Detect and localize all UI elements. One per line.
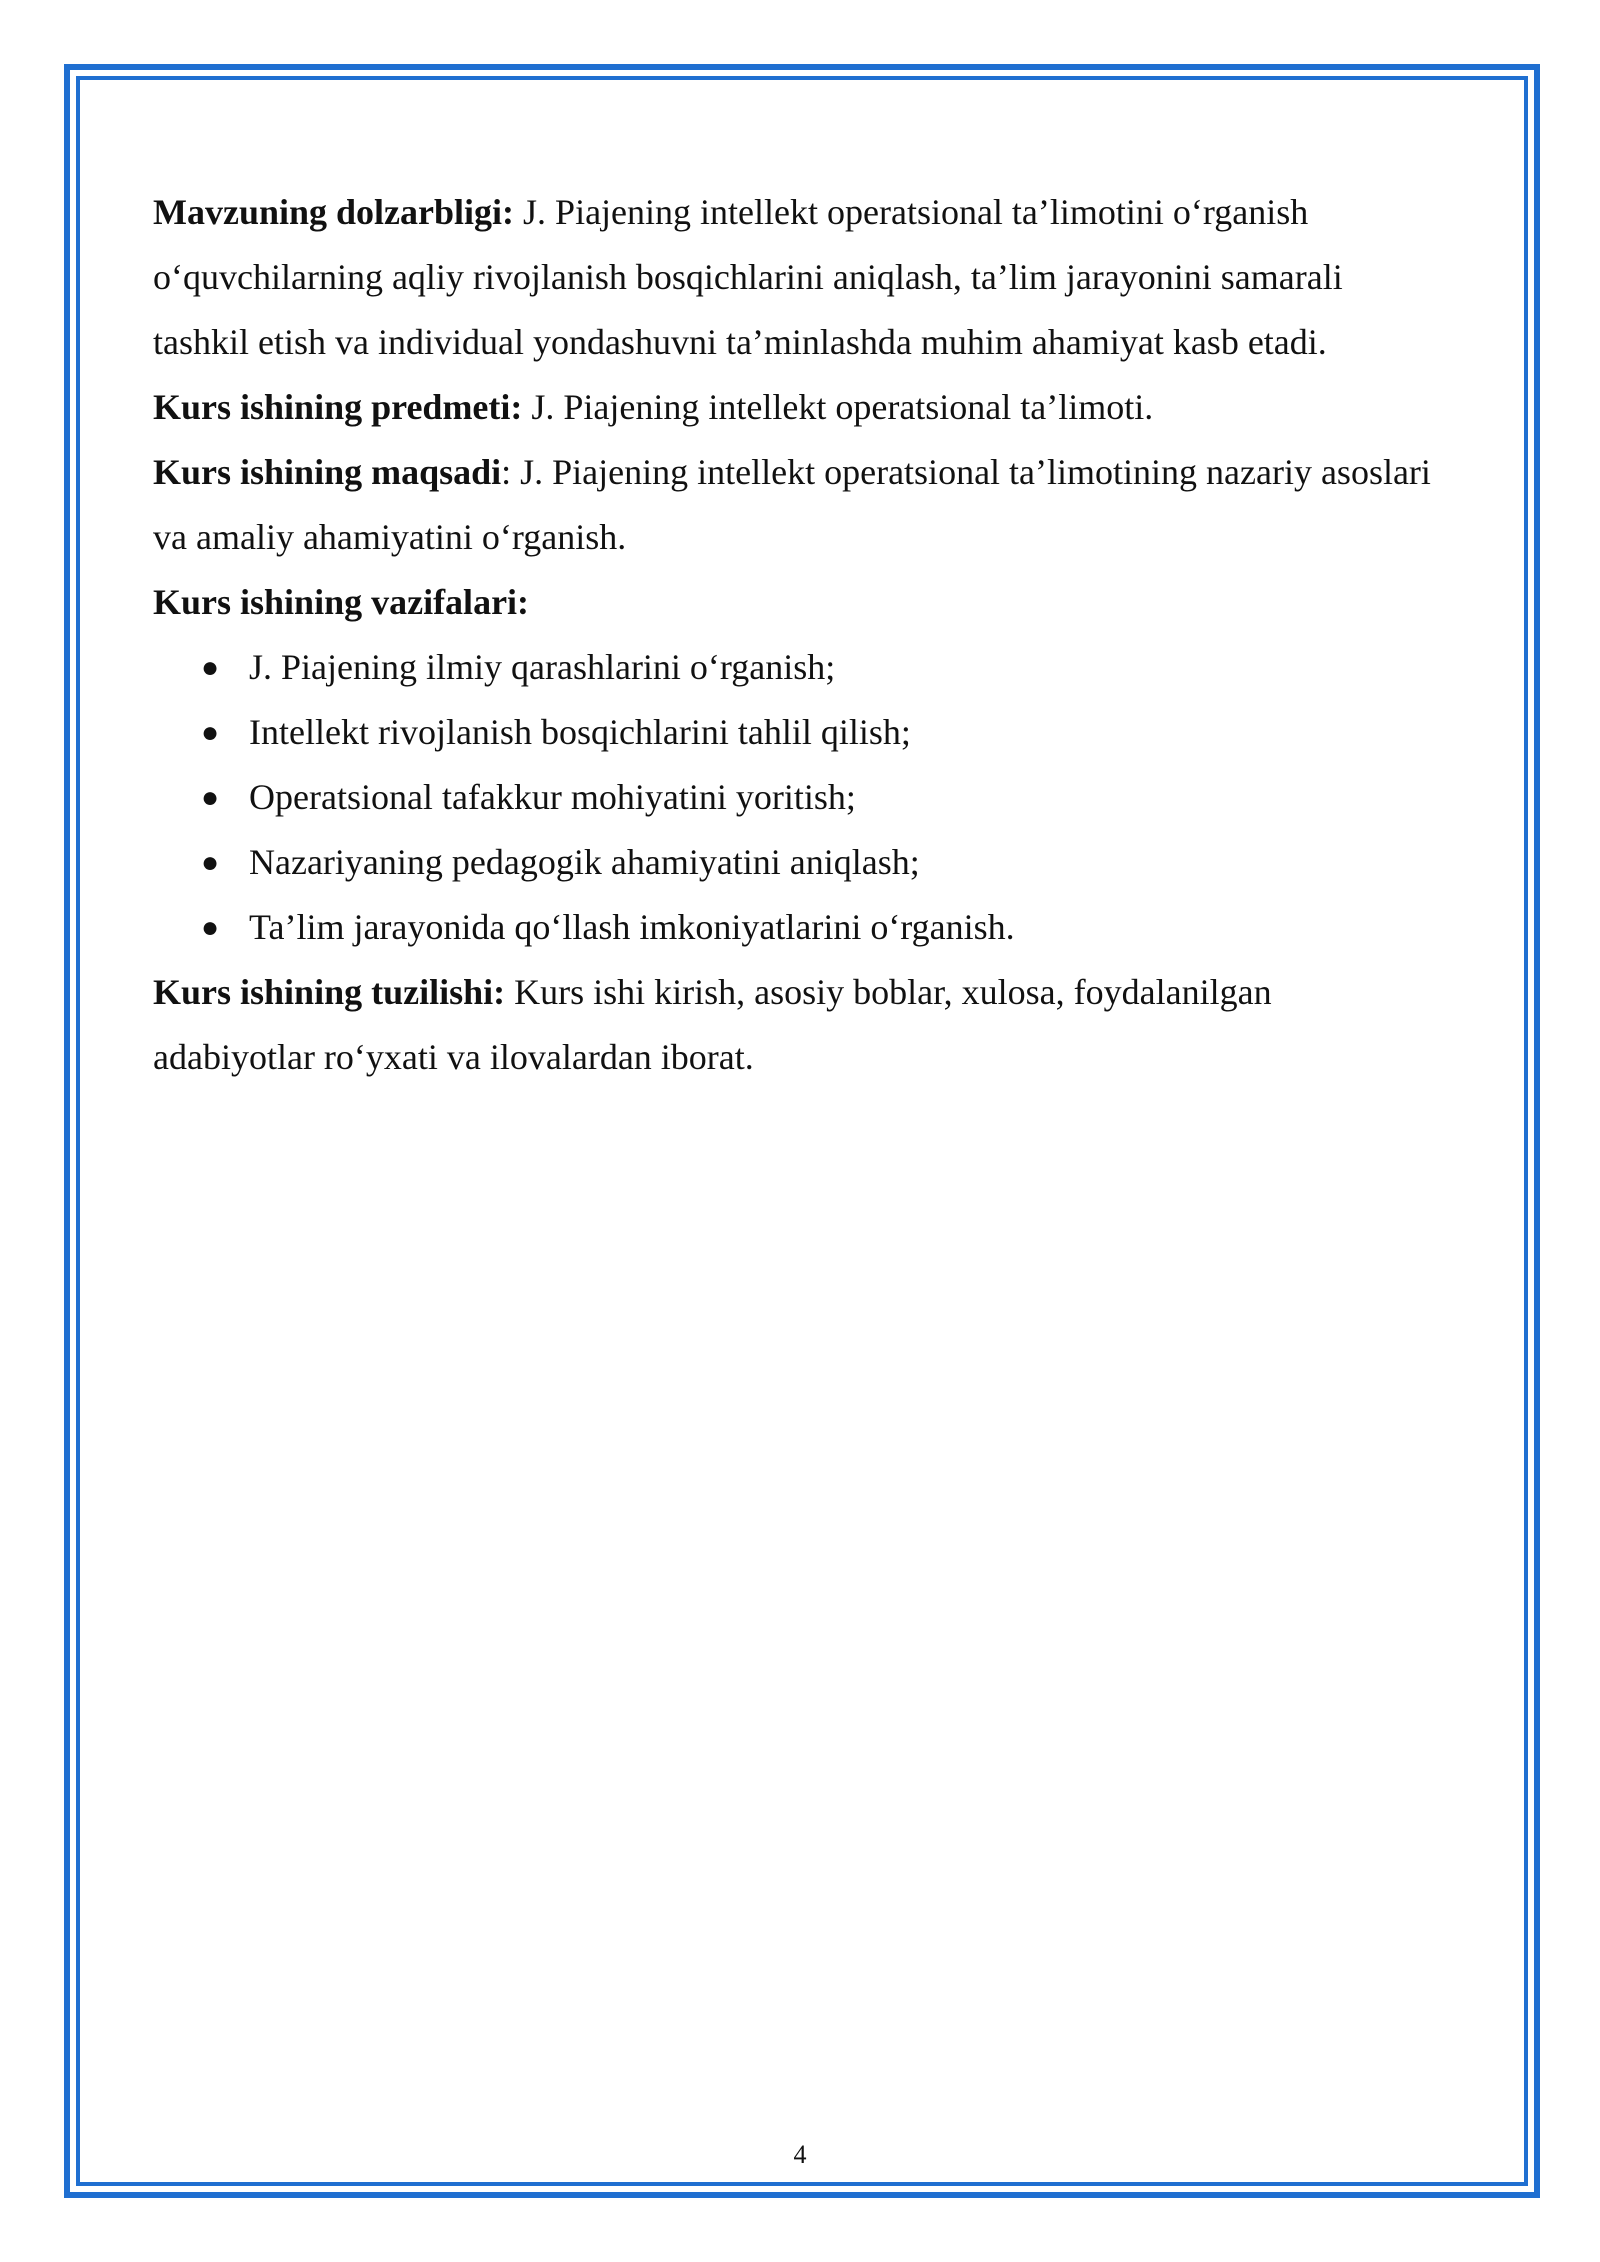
document-body (153, 180, 1433, 1090)
structure-text: Kurs ishi kirish, asosiy boblar, xulosa, foydalanilgan adabiyotlar ro‘yxati va ilovalardan iborat. (153, 972, 1272, 1077)
list-item (153, 830, 1433, 895)
subject-paragraph (153, 375, 1433, 440)
goal-paragraph (153, 440, 1433, 570)
tasks-list (153, 635, 1433, 960)
bullet-icon: ● (201, 651, 220, 684)
task-text: J. Piajening ilmiy qarashlarini o‘rganish; (249, 647, 836, 687)
list-item (153, 895, 1433, 960)
structure-paragraph (153, 960, 1433, 1090)
tasks-heading: Kurs ishining vazifalari: (153, 582, 530, 622)
relevance-text: J. Piajening intellekt operatsional ta’limotini o‘rganish o‘quvchilarning aqliy rivojlanish bosqichlarini aniqlash, ta’lim jarayonini samarali tashkil etish va individual yondashuvni ta’minlashda muhim ahamiyat kasb etadi. (153, 192, 1343, 362)
list-item (153, 765, 1433, 830)
tasks-heading-paragraph (153, 570, 1433, 635)
bullet-icon: ● (201, 846, 220, 879)
structure-label: Kurs ishining tuzilishi: (153, 972, 506, 1012)
subject-text: J. Piajening intellekt operatsional ta’limoti. (522, 387, 1154, 427)
list-item (153, 635, 1433, 700)
list-item (153, 700, 1433, 765)
task-text: Nazariyaning pedagogik ahamiyatini aniqlash; (249, 842, 920, 882)
subject-label: Kurs ishining predmeti: (153, 387, 523, 427)
task-text: Ta’lim jarayonida qo‘llash imkoniyatlarini o‘rganish. (249, 907, 1015, 947)
page-number: 4 (793, 2140, 807, 2169)
goal-text: : J. Piajening intellekt operatsional ta’limotining nazariy asoslari va amaliy ahamiyatini o‘rganish. (153, 452, 1431, 557)
bullet-icon: ● (201, 781, 220, 814)
goal-label: Kurs ishining maqsadi (153, 452, 502, 492)
relevance-paragraph (153, 180, 1433, 375)
relevance-label: Mavzuning dolzarbligi: (153, 192, 515, 232)
bullet-icon: ● (201, 911, 220, 944)
task-text: Operatsional tafakkur mohiyatini yoritish; (249, 777, 856, 817)
task-text: Intellekt rivojlanish bosqichlarini tahlil qilish; (249, 712, 911, 752)
bullet-icon: ● (201, 716, 220, 749)
